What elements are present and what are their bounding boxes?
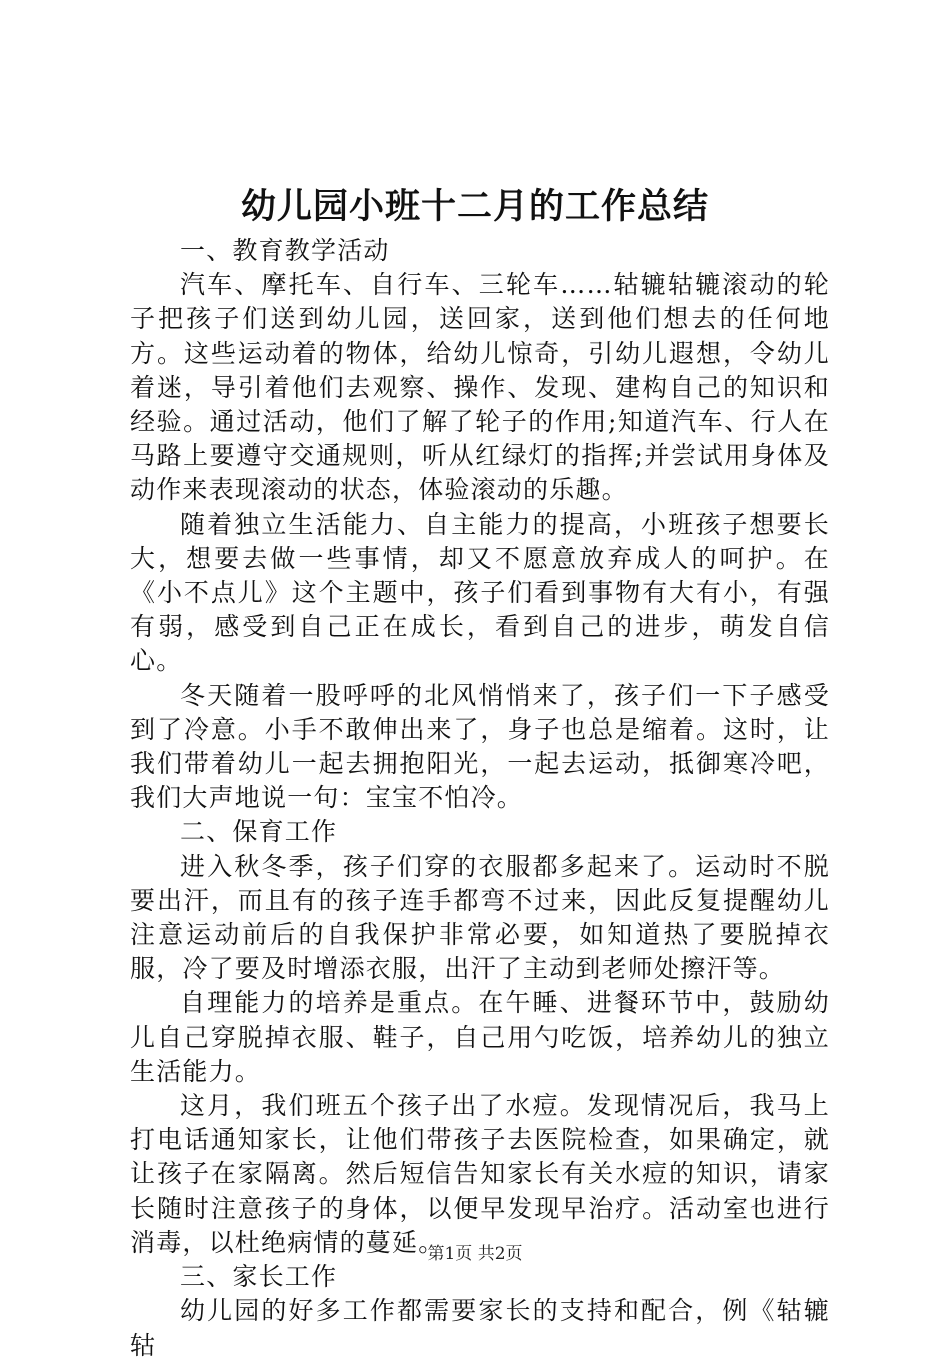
paragraph-self-care: 自理能力的培养是重点。在午睡、进餐环节中，鼓励幼儿自己穿脱掉衣服、鞋子，自己用勺吃饭，培养幼儿的独立生活能力。 (130, 988, 830, 1086)
paragraph-parents-support: 幼儿园的好多工作都需要家长的支持和配合，例《轱辘轱 (130, 1296, 830, 1360)
paragraph-autumn-winter: 进入秋冬季，孩子们穿的衣服都多起来了。运动时不脱要出汗，而且有的孩子连手都弯不过来，因此反复提醒幼儿注意运动前后的自我保护非常必要，如知道热了要脱掉衣服，冷了要及时增添衣服，出汗了主动到老师处擦汗等。 (130, 851, 830, 984)
paragraph-wheels: 汽车、摩托车、自行车、三轮车……轱辘轱辘滚动的轮子把孩子们送到幼儿园，送回家，送到他们想去的任何地方。这些运动着的物体，给幼儿惊奇，引幼儿遐想，令幼儿着迷，导引着他们去观察、操作、发现、建构自己的知识和经验。通过活动，他们了解了轮子的作用;知道汽车、行人在马路上要遵守交通规则，听从红绿灯的指挥;并尝试用身体及动作来表现滚动的状态，体验滚动的乐趣。 (130, 270, 830, 505)
section-heading-education: 一、教育教学活动 (180, 236, 390, 265)
paragraph-chickenpox: 这月，我们班五个孩子出了水痘。发现情况后，我马上打电话通知家长，让他们带孩子去医院检查，如果确定，就让孩子在家隔离。然后短信告知家长有关水痘的知识，请家长随时注意孩子的身体，以便早发现早治疗。活动室也进行消毒，以杜绝病情的蔓延。 (130, 1091, 830, 1257)
paragraph-growing-up: 随着独立生活能力、自主能力的提高，小班孩子想要长大，想要去做一些事情，却又不愿意放弃成人的呵护。在《小不点儿》这个主题中，孩子们看到事物有大有小，有强有弱，感受到自己正在成长，看到自己的进步，萌发自信心。 (130, 509, 830, 676)
document-body (130, 234, 830, 1363)
section-heading-care: 二、保育工作 (180, 817, 338, 847)
section-heading-parents: 三、家长工作 (180, 1262, 338, 1292)
paragraph-winter: 冬天随着一股呼呼的北风悄悄来了，孩子们一下子感受到了冷意。小手不敢伸出来了，身子也总是缩着。这时，让我们带着幼儿一起去拥抱阳光，一起去运动，抵御寒冷吧，我们大声地说一句：宝宝不怕冷。 (130, 680, 830, 813)
page-number: 第1页 共2页 (427, 1244, 523, 1264)
page-title: 幼儿园小班十二月的工作总结 (240, 186, 709, 227)
